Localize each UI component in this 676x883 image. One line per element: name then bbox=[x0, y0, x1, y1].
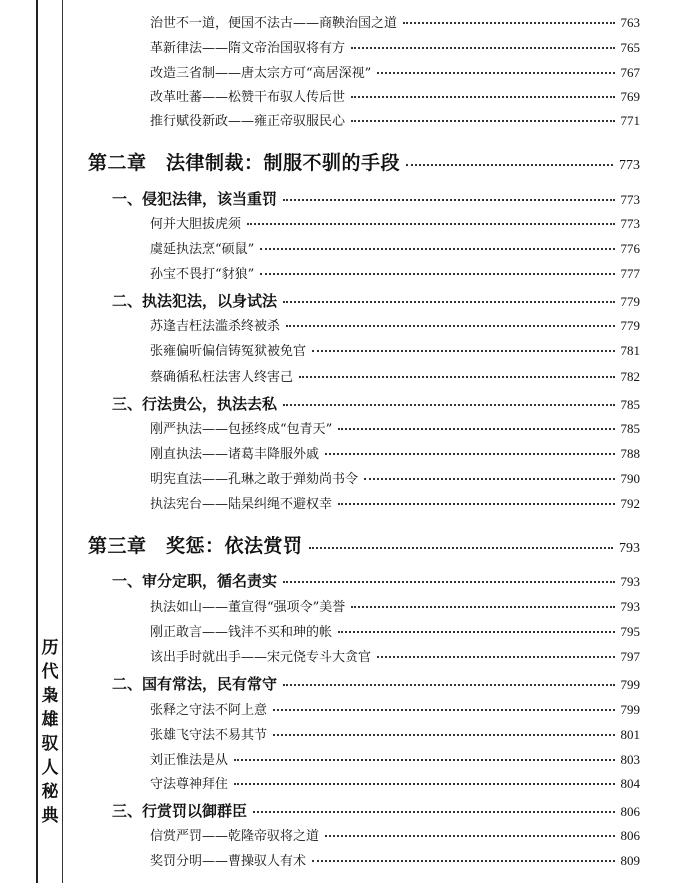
toc-title: 二、执法犯法，以身试法 bbox=[112, 292, 278, 310]
toc-leader-dots bbox=[351, 94, 614, 98]
toc-title: 改造三省制——唐太宗方可“高居深视” bbox=[150, 66, 372, 81]
toc-section[interactable] bbox=[112, 673, 640, 694]
toc-title: 刚严执法——包拯终成“包青天” bbox=[150, 422, 333, 437]
toc-leader-dots bbox=[338, 426, 614, 430]
toc-title: 刚直执法——诸葛丰降服外戚 bbox=[150, 447, 320, 462]
toc-title: 孙宝不畏打“豺狼” bbox=[150, 267, 255, 282]
toc-page-number: 765 bbox=[620, 40, 640, 55]
toc-page-number: 788 bbox=[620, 446, 640, 461]
toc-page-number: 793 bbox=[619, 541, 640, 556]
toc-page-number: 799 bbox=[620, 677, 640, 692]
toc-title: 张释之守法不阿上意 bbox=[150, 703, 268, 718]
toc-entry[interactable] bbox=[150, 37, 640, 56]
toc-leader-dots bbox=[351, 118, 614, 122]
spine-char: 代 bbox=[41, 662, 59, 682]
toc-page-number: 806 bbox=[620, 804, 640, 819]
toc-entry[interactable] bbox=[150, 749, 640, 768]
toc-title: 三、行赏罚以御群臣 bbox=[112, 802, 248, 820]
toc-page-number: 790 bbox=[620, 471, 640, 486]
toc-page-number: 793 bbox=[620, 574, 640, 589]
toc-page-number: 801 bbox=[620, 727, 640, 742]
spine-char: 驭 bbox=[41, 734, 59, 754]
toc-title: 何并大胆拔虎须 bbox=[150, 217, 242, 232]
toc-entry[interactable] bbox=[150, 773, 640, 792]
toc-entry[interactable] bbox=[150, 340, 640, 359]
toc-page-number: 773 bbox=[620, 216, 640, 231]
toc-title: 刚正敢言——钱沣不买和珅的帐 bbox=[150, 625, 333, 640]
toc-leader-dots bbox=[312, 348, 614, 352]
toc-entry[interactable] bbox=[150, 596, 640, 615]
toc-entry[interactable] bbox=[150, 825, 640, 844]
toc-entry[interactable] bbox=[150, 12, 640, 31]
toc-title: 治世不一道，便国不法古——商鞅治国之道 bbox=[150, 16, 398, 31]
toc-entry[interactable] bbox=[150, 724, 640, 743]
spine-char: 人 bbox=[41, 758, 59, 778]
toc-leader-dots bbox=[253, 809, 614, 813]
toc-entry[interactable] bbox=[150, 238, 640, 257]
toc-leader-dots bbox=[338, 501, 614, 505]
toc-page-number: 793 bbox=[620, 599, 640, 614]
toc-leader-dots bbox=[406, 162, 613, 166]
toc-entry[interactable] bbox=[150, 263, 640, 282]
toc-leader-dots bbox=[283, 682, 614, 686]
toc-page-number: 803 bbox=[620, 752, 640, 767]
toc-page-number: 785 bbox=[620, 397, 640, 412]
toc-entry[interactable] bbox=[150, 699, 640, 718]
toc-title: 奖罚分明——曹操驭人有术 bbox=[150, 854, 307, 869]
toc-leader-dots bbox=[309, 545, 613, 549]
spine-char: 秘 bbox=[41, 782, 59, 802]
toc-page-number: 806 bbox=[620, 828, 640, 843]
spine-char: 枭 bbox=[41, 686, 59, 706]
toc-entry[interactable] bbox=[150, 418, 640, 437]
toc-title: 虞延执法烹“硕鼠” bbox=[150, 242, 255, 257]
toc-title: 三、行法贵公，执法去私 bbox=[112, 395, 278, 413]
toc-chapter[interactable] bbox=[88, 531, 640, 558]
toc-title: 信赏严罚——乾隆帝驭将之道 bbox=[150, 829, 320, 844]
toc-leader-dots bbox=[299, 374, 614, 378]
toc-entry[interactable] bbox=[150, 646, 640, 665]
toc-leader-dots bbox=[403, 20, 614, 24]
toc-leader-dots bbox=[273, 732, 614, 736]
toc-entry[interactable] bbox=[150, 62, 640, 81]
toc-leader-dots bbox=[286, 323, 614, 327]
toc-title: 明宪直法——孔琳之敢于弹劾尚书令 bbox=[150, 472, 359, 487]
toc-page-number: 781 bbox=[620, 343, 640, 358]
toc-leader-dots bbox=[338, 629, 614, 633]
toc-title: 执法如山——董宣得“强项令”美誉 bbox=[150, 600, 346, 615]
spine-char: 历 bbox=[41, 638, 59, 658]
toc-section[interactable] bbox=[112, 290, 640, 311]
toc-title: 蔡确循私枉法害人终害己 bbox=[150, 370, 294, 385]
toc-title: 一、审分定职，循名责实 bbox=[112, 572, 278, 590]
toc-entry[interactable] bbox=[150, 493, 640, 512]
toc-entry[interactable] bbox=[150, 213, 640, 232]
toc-title: 守法尊神拜住 bbox=[150, 777, 229, 792]
toc-page-number: 785 bbox=[620, 421, 640, 436]
toc-entry[interactable] bbox=[150, 86, 640, 105]
toc-title: 革新律法——隋文帝治国驭将有方 bbox=[150, 41, 346, 56]
toc-title: 执法宪台——陆杲纠绳不避权幸 bbox=[150, 497, 333, 512]
toc-title: 刘正惟法是从 bbox=[150, 753, 229, 768]
toc-title: 张雍偏听偏信铸冤狱被免官 bbox=[150, 344, 307, 359]
toc-page-number: 777 bbox=[620, 266, 640, 281]
toc-leader-dots bbox=[283, 579, 614, 583]
toc-page-number: 779 bbox=[620, 318, 640, 333]
toc-leader-dots bbox=[364, 476, 614, 480]
toc-entry[interactable] bbox=[150, 110, 640, 129]
toc-entry[interactable] bbox=[150, 850, 640, 869]
toc-section[interactable] bbox=[112, 393, 640, 414]
toc-leader-dots bbox=[325, 833, 614, 837]
toc-leader-dots bbox=[260, 246, 614, 250]
toc-title: 改革吐蕃——松赞干布驭人传后世 bbox=[150, 90, 346, 105]
toc-entry[interactable] bbox=[150, 621, 640, 640]
spine-char: 雄 bbox=[41, 710, 59, 730]
toc-page-number: 782 bbox=[620, 369, 640, 384]
toc-leader-dots bbox=[325, 451, 614, 455]
toc-section[interactable] bbox=[112, 188, 640, 209]
toc-page-number: 773 bbox=[619, 158, 640, 173]
toc-leader-dots bbox=[283, 299, 614, 303]
toc-page-number: 795 bbox=[620, 624, 640, 639]
toc-leader-dots bbox=[351, 45, 614, 49]
toc-leader-dots bbox=[234, 781, 614, 785]
toc-leader-dots bbox=[273, 707, 614, 711]
toc-page-number: 769 bbox=[620, 89, 640, 104]
toc-entry[interactable] bbox=[150, 468, 640, 487]
toc-title: 第二章 法律制裁：制服不驯的手段 bbox=[88, 152, 401, 174]
toc-page-number: 767 bbox=[620, 65, 640, 80]
toc-page-number: 776 bbox=[620, 241, 640, 256]
spine-char: 典 bbox=[41, 806, 59, 826]
toc-title: 该出手时就出手——宋元侥专斗大贪官 bbox=[150, 650, 372, 665]
toc-title: 二、国有常法，民有常守 bbox=[112, 675, 278, 693]
toc-leader-dots bbox=[283, 402, 614, 406]
toc-title: 苏逢吉枉法滥杀终被杀 bbox=[150, 319, 281, 334]
toc-chapter[interactable] bbox=[88, 148, 640, 175]
toc-leader-dots bbox=[312, 858, 614, 862]
toc-page-number: 763 bbox=[620, 15, 640, 30]
toc-entry[interactable] bbox=[150, 315, 640, 334]
toc-section[interactable] bbox=[112, 570, 640, 591]
toc-section[interactable] bbox=[112, 800, 640, 821]
toc-page-number: 773 bbox=[620, 192, 640, 207]
toc-entry[interactable] bbox=[150, 366, 640, 385]
toc-page-number: 797 bbox=[620, 649, 640, 664]
toc-leader-dots bbox=[351, 604, 614, 608]
toc-title: 一、侵犯法律，该当重罚 bbox=[112, 190, 278, 208]
toc-page-number: 809 bbox=[620, 853, 640, 868]
toc-leader-dots bbox=[283, 197, 614, 201]
toc-page-number: 799 bbox=[620, 702, 640, 717]
toc-title: 推行赋役新政——雍正帝驭服民心 bbox=[150, 114, 346, 129]
toc-leader-dots bbox=[234, 757, 614, 761]
toc-leader-dots bbox=[377, 70, 614, 74]
toc-title: 张雄飞守法不易其节 bbox=[150, 728, 268, 743]
toc-page-number: 804 bbox=[620, 776, 640, 791]
toc-title: 第三章 奖惩：依法赏罚 bbox=[88, 535, 303, 557]
toc-page-number: 792 bbox=[620, 496, 640, 511]
toc-leader-dots bbox=[247, 221, 614, 225]
toc-leader-dots bbox=[377, 654, 614, 658]
toc-leader-dots bbox=[260, 271, 614, 275]
toc-page-number: 779 bbox=[620, 294, 640, 309]
toc-entry[interactable] bbox=[150, 443, 640, 462]
toc-page-number: 771 bbox=[620, 113, 640, 128]
